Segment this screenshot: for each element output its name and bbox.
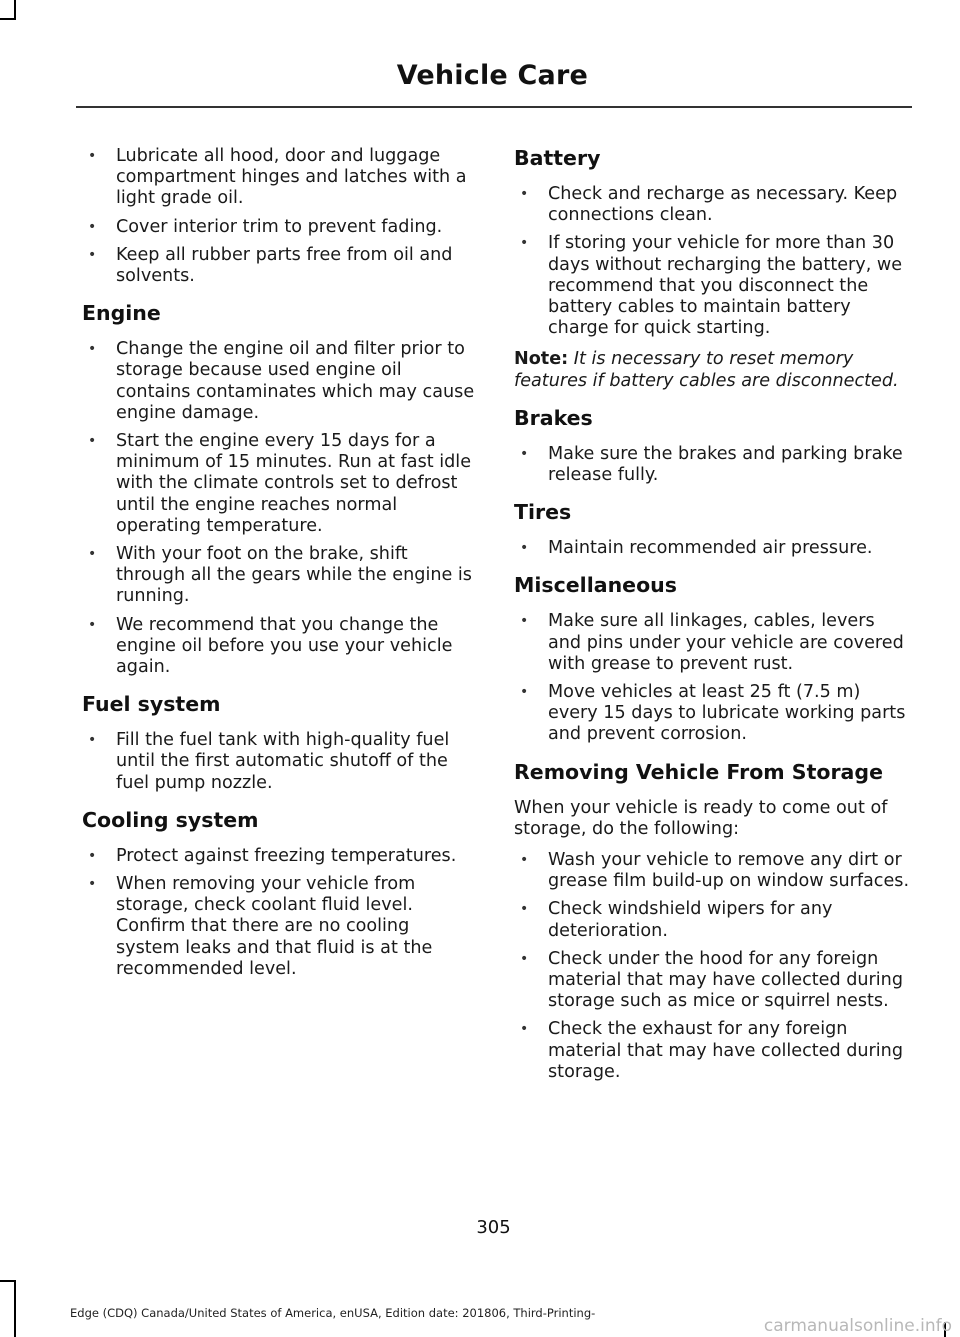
list-item: • Make sure the brakes and parking brake release fully. [514, 444, 910, 486]
crop-mark [14, 0, 16, 20]
section-heading-brakes: Brakes [514, 405, 593, 430]
general-storage-list [82, 146, 476, 287]
list-item: • Start the engine every 15 days for a minimum of 15 minutes. Run at fast idle with the climate controls set to defrost until the engine reaches normal operating temperature. [82, 431, 476, 537]
right-column [514, 146, 910, 1093]
list-item: • Maintain recommended air pressure. [514, 538, 910, 559]
crop-mark [0, 18, 16, 20]
removing-list [514, 850, 910, 1083]
section-heading-battery: Battery [514, 146, 601, 170]
section-heading-removing-from-storage: Removing Vehicle From Storage [514, 759, 883, 784]
removing-intro: When your vehicle is ready to come out of storage, do the following: [514, 797, 888, 839]
cooling-system-list [82, 846, 476, 980]
list-item: • Check the exhaust for any foreign material that may have collected during storage. [514, 1019, 910, 1083]
watermark: carmanualsonline.info [763, 1316, 952, 1336]
list-item: • Check windshield wipers for any deterioration. [514, 899, 910, 941]
note-text: It is necessary to reset memory features if battery cables are disconnected. [514, 349, 899, 391]
crop-mark [0, 1280, 16, 1282]
battery-note [514, 349, 910, 391]
left-column [82, 146, 476, 990]
section-heading-engine: Engine [82, 301, 161, 326]
engine-list [82, 339, 476, 678]
note-label: Note: [514, 349, 569, 370]
list-item: • We recommend that you change the engine oil before you use your vehicle again. [82, 615, 476, 679]
section-heading-miscellaneous: Miscellaneous [514, 573, 677, 598]
brakes-list [514, 444, 910, 486]
section-heading-tires: Tires [514, 500, 572, 525]
list-item: • Protect against freezing temperatures. [82, 846, 476, 867]
list-item: • Check under the hood for any foreign material that may have collected during storage such as mice or squirrel nests. [514, 949, 910, 1013]
miscellaneous-list [514, 611, 910, 745]
list-item: • If storing your vehicle for more than 30 days without recharging the battery, we recommend that you disconnect the battery cables to maintain battery charge for quick starting. [514, 233, 910, 339]
list-item: • Fill the fuel tank with high-quality fuel until the first automatic shutoff of the fuel pump nozzle. [82, 730, 476, 794]
edition-footer: Edge (CDQ) Canada/United States of America, enUSA, Edition date: 201806, Third-Printing- [70, 1306, 596, 1320]
list-item: • With your foot on the brake, shift through all the gears while the engine is running. [82, 544, 476, 608]
list-item: • When removing your vehicle from storage, check coolant fluid level. Confirm that there are no cooling system leaks and that fluid is at the recommended level. [82, 874, 476, 980]
list-item: • Move vehicles at least 25 ft (7.5 m) every 15 days to lubricate working parts and prevent corrosion. [514, 682, 910, 746]
page-title: Vehicle Care [396, 60, 588, 91]
crop-mark [14, 1280, 16, 1337]
list-item: • Check and recharge as necessary. Keep connections clean. [514, 184, 910, 226]
tires-list [514, 538, 910, 559]
page-number: 305 [476, 1217, 511, 1238]
list-item: • Keep all rubber parts free from oil and solvents. [82, 245, 476, 287]
fuel-system-list [82, 730, 476, 794]
list-item: • Make sure all linkages, cables, levers and pins under your vehicle are covered with grease to prevent rust. [514, 611, 910, 675]
list-item: • Cover interior trim to prevent fading. [82, 217, 476, 238]
header-divider [76, 106, 912, 108]
list-item: • Wash your vehicle to remove any dirt or grease film build-up on window surfaces. [514, 850, 910, 892]
section-heading-fuel-system: Fuel system [82, 692, 221, 717]
list-item: • Lubricate all hood, door and luggage compartment hinges and latches with a light grade oil. [82, 146, 476, 210]
battery-list [514, 184, 910, 339]
list-item: • Change the engine oil and filter prior to storage because used engine oil contains contaminates which may cause engine damage. [82, 339, 476, 424]
section-heading-cooling-system: Cooling system [82, 807, 259, 832]
